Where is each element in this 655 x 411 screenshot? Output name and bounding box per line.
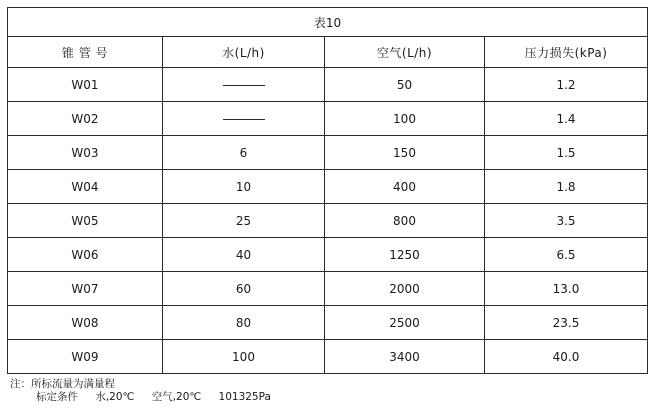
footnote-conditions-label: 标定条件 — [36, 391, 78, 403]
table-title: 表10 — [8, 8, 648, 37]
table-row — [8, 340, 648, 374]
cell-air-flow: 150 — [325, 136, 485, 170]
cell-cone-tube-id: W04 — [8, 170, 163, 204]
table-row — [8, 136, 648, 170]
table-body — [8, 68, 648, 374]
table-row — [8, 170, 648, 204]
column-header-water: 水(L/h) — [163, 37, 325, 68]
cell-water-flow: 6 — [163, 136, 325, 170]
footnote-line-1: 注：所标流量为满量程 — [10, 378, 115, 390]
footnote-air-condition: 空气,20℃ — [151, 391, 202, 403]
cell-cone-tube-id: W08 — [8, 306, 163, 340]
data-table-container — [7, 7, 647, 374]
cell-air-flow: 2000 — [325, 272, 485, 306]
cell-water-flow: 100 — [163, 340, 325, 374]
cell-cone-tube-id: W05 — [8, 204, 163, 238]
table-row — [8, 102, 648, 136]
cell-water-flow — [163, 68, 325, 102]
cell-air-flow: 3400 — [325, 340, 485, 374]
cell-air-flow: 2500 — [325, 306, 485, 340]
cell-pressure-loss: 6.5 — [485, 238, 648, 272]
column-header-pressure-loss: 压力损失(kPa) — [485, 37, 648, 68]
cell-cone-tube-id: W06 — [8, 238, 163, 272]
column-header-cone-tube-id: 锥 管 号 — [8, 37, 163, 68]
cell-air-flow: 50 — [325, 68, 485, 102]
cell-cone-tube-id: W02 — [8, 102, 163, 136]
table-row — [8, 238, 648, 272]
empty-value-dash — [223, 119, 265, 120]
cell-pressure-loss: 1.4 — [485, 102, 648, 136]
table-title-row — [8, 8, 648, 37]
cell-pressure-loss: 1.5 — [485, 136, 648, 170]
cell-air-flow: 100 — [325, 102, 485, 136]
cell-water-flow: 10 — [163, 170, 325, 204]
footnote-water-condition: 水,20℃ — [95, 391, 135, 403]
footnote-pressure-condition: 101325Pa — [218, 391, 271, 403]
cell-cone-tube-id: W07 — [8, 272, 163, 306]
cell-air-flow: 400 — [325, 170, 485, 204]
table-header-row — [8, 37, 648, 68]
table-row — [8, 272, 648, 306]
cell-pressure-loss: 40.0 — [485, 340, 648, 374]
column-header-air: 空气(L/h) — [325, 37, 485, 68]
table-row — [8, 204, 648, 238]
cell-water-flow — [163, 102, 325, 136]
cell-water-flow: 80 — [163, 306, 325, 340]
cell-water-flow: 40 — [163, 238, 325, 272]
cell-pressure-loss: 23.5 — [485, 306, 648, 340]
cell-pressure-loss: 1.8 — [485, 170, 648, 204]
cell-pressure-loss: 3.5 — [485, 204, 648, 238]
cell-cone-tube-id: W01 — [8, 68, 163, 102]
cell-air-flow: 1250 — [325, 238, 485, 272]
cell-air-flow: 800 — [325, 204, 485, 238]
spec-table — [7, 7, 648, 374]
cell-cone-tube-id: W09 — [8, 340, 163, 374]
table-row — [8, 306, 648, 340]
cell-water-flow: 60 — [163, 272, 325, 306]
empty-value-dash — [223, 85, 265, 86]
cell-pressure-loss: 13.0 — [485, 272, 648, 306]
cell-cone-tube-id: W03 — [8, 136, 163, 170]
table-row — [8, 68, 648, 102]
cell-water-flow: 25 — [163, 204, 325, 238]
cell-pressure-loss: 1.2 — [485, 68, 648, 102]
footnote — [10, 378, 271, 404]
footnote-line-2 — [10, 391, 271, 404]
